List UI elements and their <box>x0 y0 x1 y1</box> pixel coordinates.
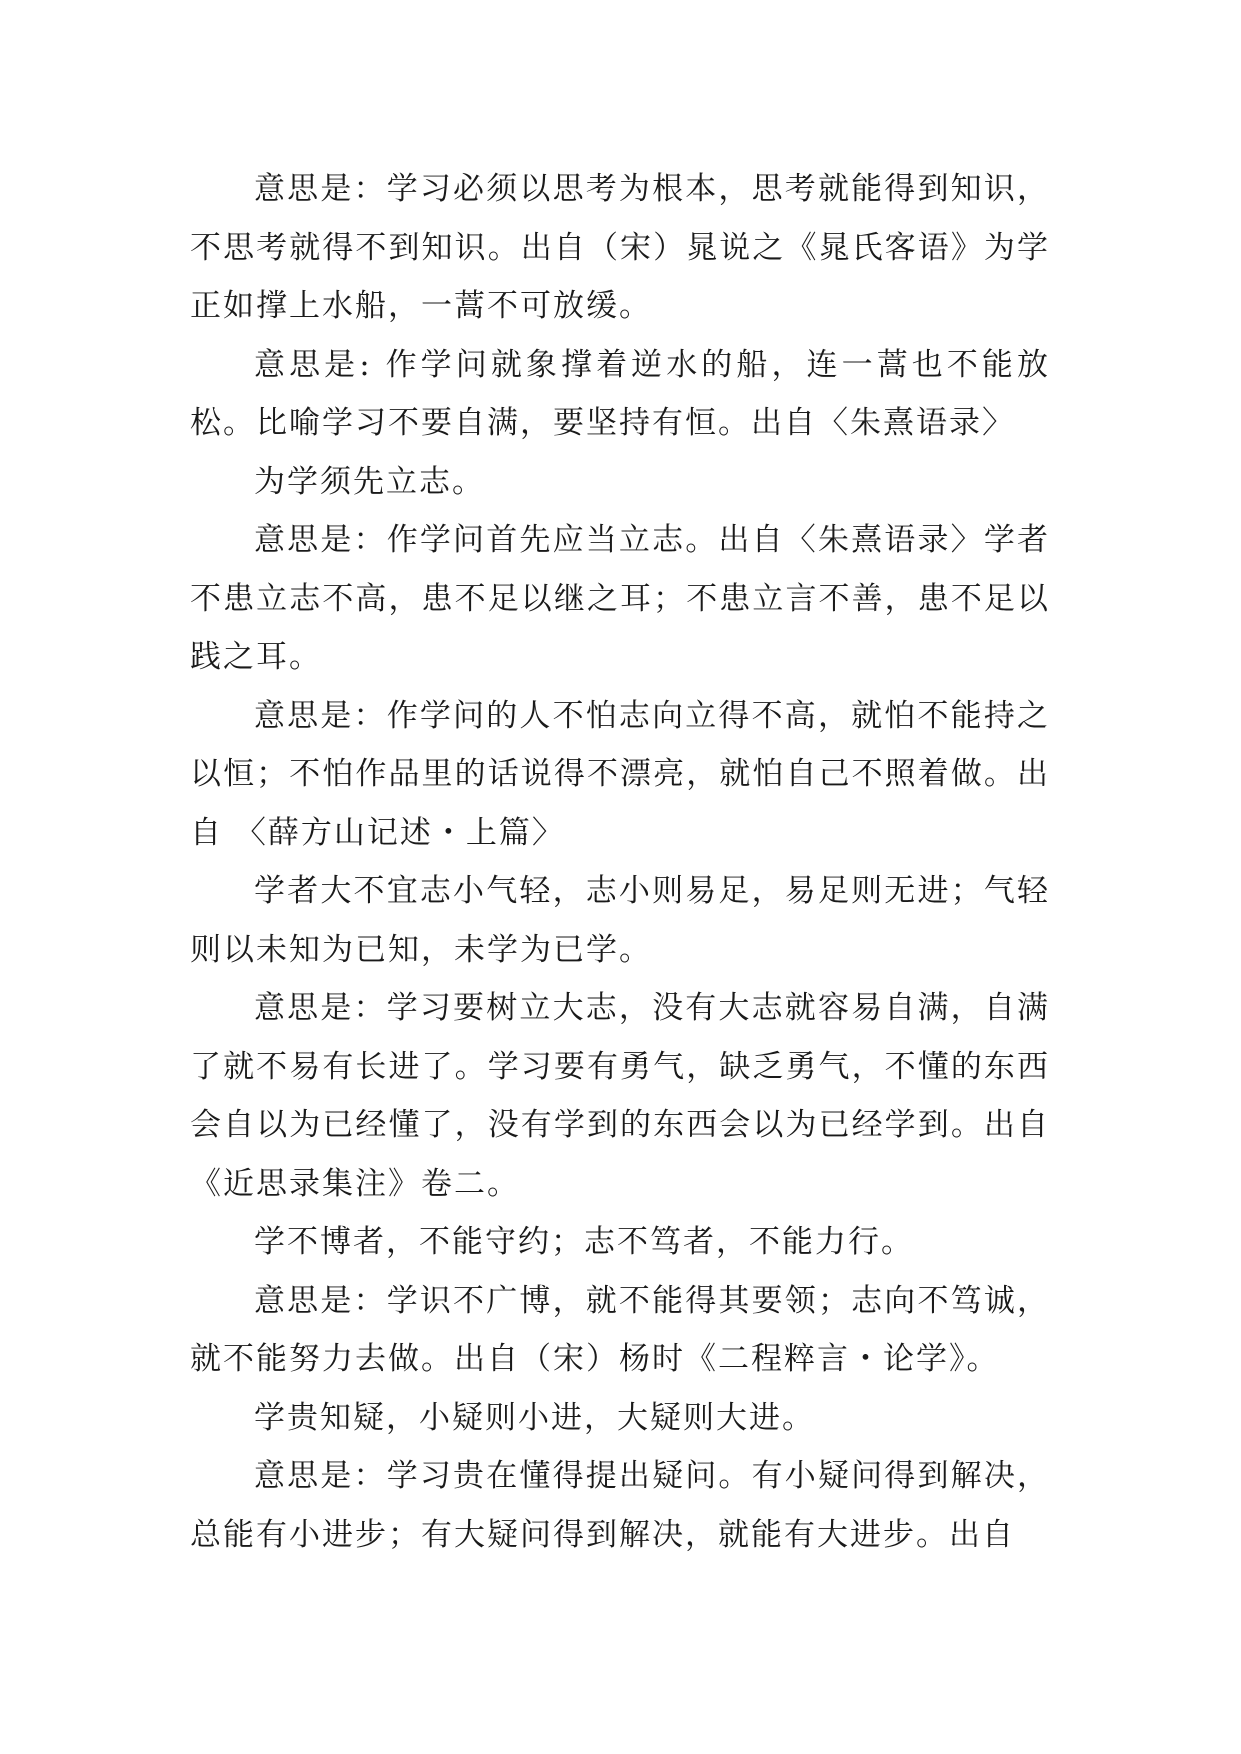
paragraph: 意思是：学习必须以思考为根本，思考就能得到知识，不思考就得不到知识。出自（宋）晁说之《晁氏客语》为学正如撑上水船，一蒿不可放缓。 <box>190 171 1050 324</box>
paragraph: 学者大不宜志小气轻，志小则易足，易足则无进；气轻则以未知为已知，未学为已学。 <box>190 873 1050 968</box>
paragraph: 意思是：学习贵在懂得提出疑问。有小疑问得到解决，总能有小进步；有大疑问得到解决，就能有大进步。出自 <box>190 1458 1050 1553</box>
paragraph: 意思是：学习要树立大志，没有大志就容易自满，自满了就不易有长进了。学习要有勇气，缺乏勇气，不懂的东西会自以为已经懂了，没有学到的东西会以为已经学到。出自《近思录集注》卷二。 <box>190 990 1050 1202</box>
paragraph: 学贵知疑，小疑则小进，大疑则大进。 <box>254 1399 815 1436</box>
paragraph: 意思是：学识不广博，就不能得其要领；志向不笃诚，就不能努力去做。出自（宋）杨时《二程粹言・论学》。 <box>190 1282 1050 1377</box>
paragraph: 意思是: 作学问就象撑着逆水的船，连一蒿也不能放松。比喻学习不要自满，要坚持有恒。出自〈朱熹语录〉 <box>190 346 1050 441</box>
paragraph: 意思是：作学问的人不怕志向立得不高，就怕不能持之以恒；不怕作品里的话说得不漂亮，就怕自己不照着做。出自 〈薛方山记述・上篇〉 <box>190 697 1050 851</box>
paragraph: 为学须先立志。 <box>254 463 485 500</box>
paragraph: 学不博者，不能守约；志不笃者，不能力行。 <box>254 1224 914 1260</box>
paragraph: 意思是：作学问首先应当立志。出自〈朱熹语录〉学者不患立志不高，患不足以继之耳；不患立言不善，患不足以践之耳。 <box>190 522 1050 675</box>
document-body <box>190 160 1050 1564</box>
